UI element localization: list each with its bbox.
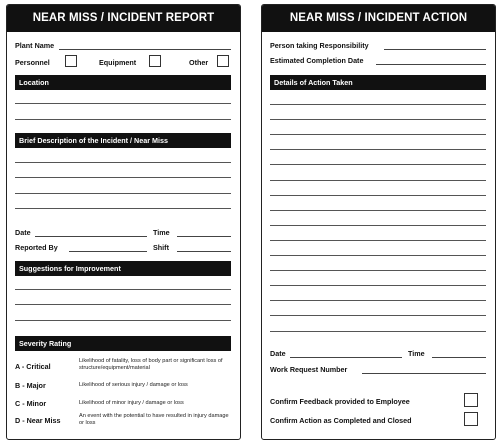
work-request-label: Work Request Number <box>270 365 348 374</box>
details-line[interactable] <box>270 134 486 135</box>
details-line[interactable] <box>270 331 486 332</box>
incident-action-card <box>261 4 496 440</box>
personnel-checkbox[interactable] <box>65 55 77 67</box>
details-line[interactable] <box>270 315 486 316</box>
details-line[interactable] <box>270 225 486 226</box>
action-date-field[interactable] <box>290 357 402 358</box>
confirm-completed-checkbox[interactable] <box>464 412 478 426</box>
suggestions-line[interactable] <box>15 320 231 321</box>
severity-desc-minor: Likelihood of minor injury / damage or loss <box>79 400 184 406</box>
time-field[interactable] <box>177 236 231 237</box>
description-line[interactable] <box>15 193 231 194</box>
confirm-feedback-checkbox[interactable] <box>464 393 478 407</box>
details-line[interactable] <box>270 149 486 150</box>
date-field[interactable] <box>35 236 147 237</box>
location-header: Location <box>15 75 231 90</box>
details-line[interactable] <box>270 164 486 165</box>
suggestions-line[interactable] <box>15 289 231 290</box>
severity-desc-major: Likelihood of serious injury / damage or loss <box>79 382 188 388</box>
completion-date-label: Estimated Completion Date <box>270 56 364 65</box>
report-title: NEAR MISS / INCIDENT REPORT <box>7 5 240 32</box>
incident-report-card <box>6 4 241 440</box>
description-line[interactable] <box>15 177 231 178</box>
equipment-label: Equipment <box>99 58 137 67</box>
shift-field[interactable] <box>177 251 231 252</box>
person-responsibility-field[interactable] <box>384 49 486 50</box>
other-label: Other <box>189 58 209 67</box>
description-header: Brief Description of the Incident / Near Miss <box>15 133 231 148</box>
details-line[interactable] <box>270 210 486 211</box>
description-line[interactable] <box>15 162 231 163</box>
reported-by-field[interactable] <box>69 251 147 252</box>
action-title: NEAR MISS / INCIDENT ACTION <box>262 5 495 32</box>
severity-header: Severity Rating <box>15 336 231 351</box>
details-header: Details of Action Taken <box>270 75 486 90</box>
action-time-label: Time <box>408 349 425 358</box>
severity-code-minor: C - Minor <box>15 399 47 408</box>
severity-code-near-miss: D - Near Miss <box>15 416 61 425</box>
work-request-field[interactable] <box>362 373 486 374</box>
severity-code-critical: A - Critical <box>15 362 51 371</box>
shift-label: Shift <box>153 243 169 252</box>
action-time-field[interactable] <box>432 357 486 358</box>
details-line[interactable] <box>270 104 486 105</box>
completion-date-field[interactable] <box>376 64 486 65</box>
personnel-label: Personnel <box>15 58 50 67</box>
date-label: Date <box>15 228 31 237</box>
details-line[interactable] <box>270 285 486 286</box>
details-line[interactable] <box>270 119 486 120</box>
equipment-checkbox[interactable] <box>149 55 161 67</box>
confirm-feedback-label: Confirm Feedback provided to Employee <box>270 397 410 406</box>
severity-desc-critical: Likelihood of fatality, loss of body part or significant loss of structure/equipment/material <box>79 358 223 371</box>
person-responsibility-label: Person taking Responsibility <box>270 41 369 50</box>
plant-name-field[interactable] <box>59 49 231 50</box>
action-date-label: Date <box>270 349 286 358</box>
reported-by-label: Reported By <box>15 243 58 252</box>
severity-code-major: B - Major <box>15 381 46 390</box>
plant-name-label: Plant Name <box>15 41 55 50</box>
details-line[interactable] <box>270 195 486 196</box>
details-line[interactable] <box>270 180 486 181</box>
description-line[interactable] <box>15 208 231 209</box>
details-line[interactable] <box>270 300 486 301</box>
suggestions-header: Suggestions for Improvement <box>15 261 231 276</box>
suggestions-line[interactable] <box>15 304 231 305</box>
location-line[interactable] <box>15 119 231 120</box>
severity-desc-near-miss: An event with the potential to have resulted in injury damage or loss <box>79 413 229 426</box>
details-line[interactable] <box>270 270 486 271</box>
time-label: Time <box>153 228 170 237</box>
details-line[interactable] <box>270 255 486 256</box>
location-line[interactable] <box>15 103 231 104</box>
other-checkbox[interactable] <box>217 55 229 67</box>
details-line[interactable] <box>270 240 486 241</box>
confirm-completed-label: Confirm Action as Completed and Closed <box>270 416 412 425</box>
